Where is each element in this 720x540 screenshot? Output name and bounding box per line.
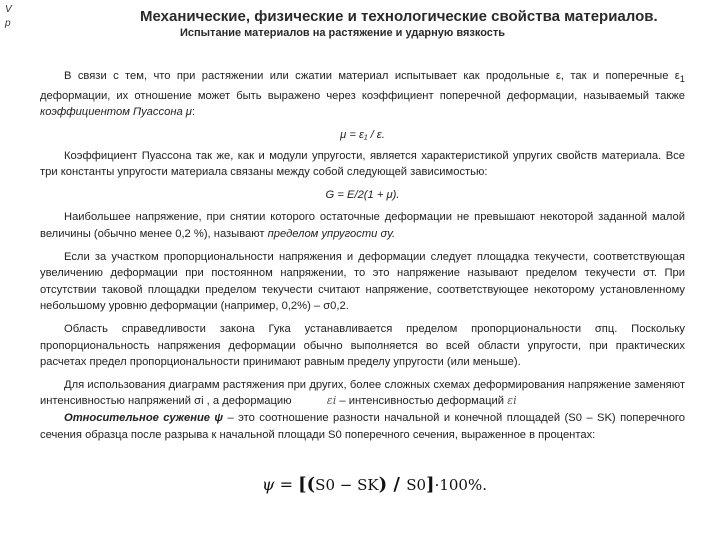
formula-open-bracket: [( — [298, 474, 316, 495]
eps-i-symbol: εi — [326, 394, 337, 408]
p3-text: Наибольшее напряжение, при снятии которого остаточные деформации не превышают некоторой заданной малой величины (обычно менее 0,2 %), называют — [40, 211, 685, 240]
p1-text-a: В связи с тем, что при растяжении или сжатии материал испытывает как продольные ε, так и поперечные ε — [64, 70, 680, 82]
paragraph-elastic-limit — [40, 209, 685, 242]
formula-sk: SK — [357, 476, 379, 494]
p7-term: Относительное сужение ψ — [64, 411, 224, 424]
corner-line-2: p — [5, 18, 11, 29]
corner-label — [5, 3, 12, 31]
formula-s0: S0 — [315, 476, 335, 494]
p1-sub: 1 — [679, 74, 685, 85]
paragraph-elastic-constants: Коэффициент Пуассона так же, как и модули упругости, является характеристикой упругих свойств материала. Все три константы упругости материала связаны между собой следующей зависимостью: — [40, 149, 685, 179]
p6-text-b: – интенсивностью деформаций — [339, 395, 508, 408]
formula-poisson-text: μ = ε₁ / ε. — [340, 129, 385, 142]
p7-text: – это соотношение разности начальной и конечной площадей (S0 – SK) поперечного сечения образца после разрыва к начальной площади S0 поперечного сечения, выраженное в процентах: — [40, 411, 685, 441]
formula-tail: ·100%. — [434, 476, 487, 494]
formula-reduction-area — [262, 474, 487, 495]
formula-shear-text: G = E/2(1 + μ). — [325, 188, 400, 201]
paragraph-yield: Если за участком пропорциональности напряжения и деформации следует площадка текучести, соответствующая увеличению деформации при постоянном напряжении, то это напряжение называют пределом текучести σт. При отсутствии таковой площадки пределом текучести считают напряжение, соответствующее некоторому установленному небольшому уровню деформации (например, 0,2%) – σ0,2. — [40, 250, 685, 313]
p6-text-a: Для использования диаграмм растяжения при других, более сложных схемах деформирования напряжение заменяют интенсивностью напряжений σi , а деформацию — [40, 378, 685, 408]
formula-s0-denominator: S0 — [406, 476, 427, 494]
paragraph-reduction-area — [40, 410, 685, 443]
formula-minus: − — [335, 476, 358, 494]
formula-poisson — [40, 127, 685, 144]
paragraph-poisson — [40, 68, 685, 121]
formula-shear-modulus — [40, 187, 685, 204]
slide-body — [40, 68, 685, 443]
paragraph-intensity — [40, 377, 685, 410]
formula-lhs: ψ = — [262, 475, 299, 494]
slide-subtitle: Испытание материалов на растяжение и ударную вязкость — [180, 27, 506, 39]
slide-title: Механические, физические и технологические свойства материалов. — [140, 8, 658, 25]
corner-line-1: V — [5, 4, 12, 15]
eps-i-symbol-2: εi — [507, 394, 517, 408]
formula-close-bracket: ] — [426, 474, 435, 495]
formula-mid: ) / — [378, 474, 407, 495]
paragraph-hooke: Область справедливости закона Гука устанавливается пределом пропорциональности σпц. Поскольку пропорциональность напряжения деформации обычно выполняется во всей области упругости, при практических расчетах предел пропорциональности принимают равным пределу упругости (или меньше). — [40, 322, 685, 369]
p1-text-e: : — [191, 106, 196, 119]
p1-term: коэффициентом Пуассона μ — [40, 106, 192, 119]
p3-term: пределом упругости σy. — [267, 227, 396, 240]
p1-text-c: деформации, их отношение может быть выражено через коэффициент поперечной деформации, называемый также — [40, 89, 685, 102]
